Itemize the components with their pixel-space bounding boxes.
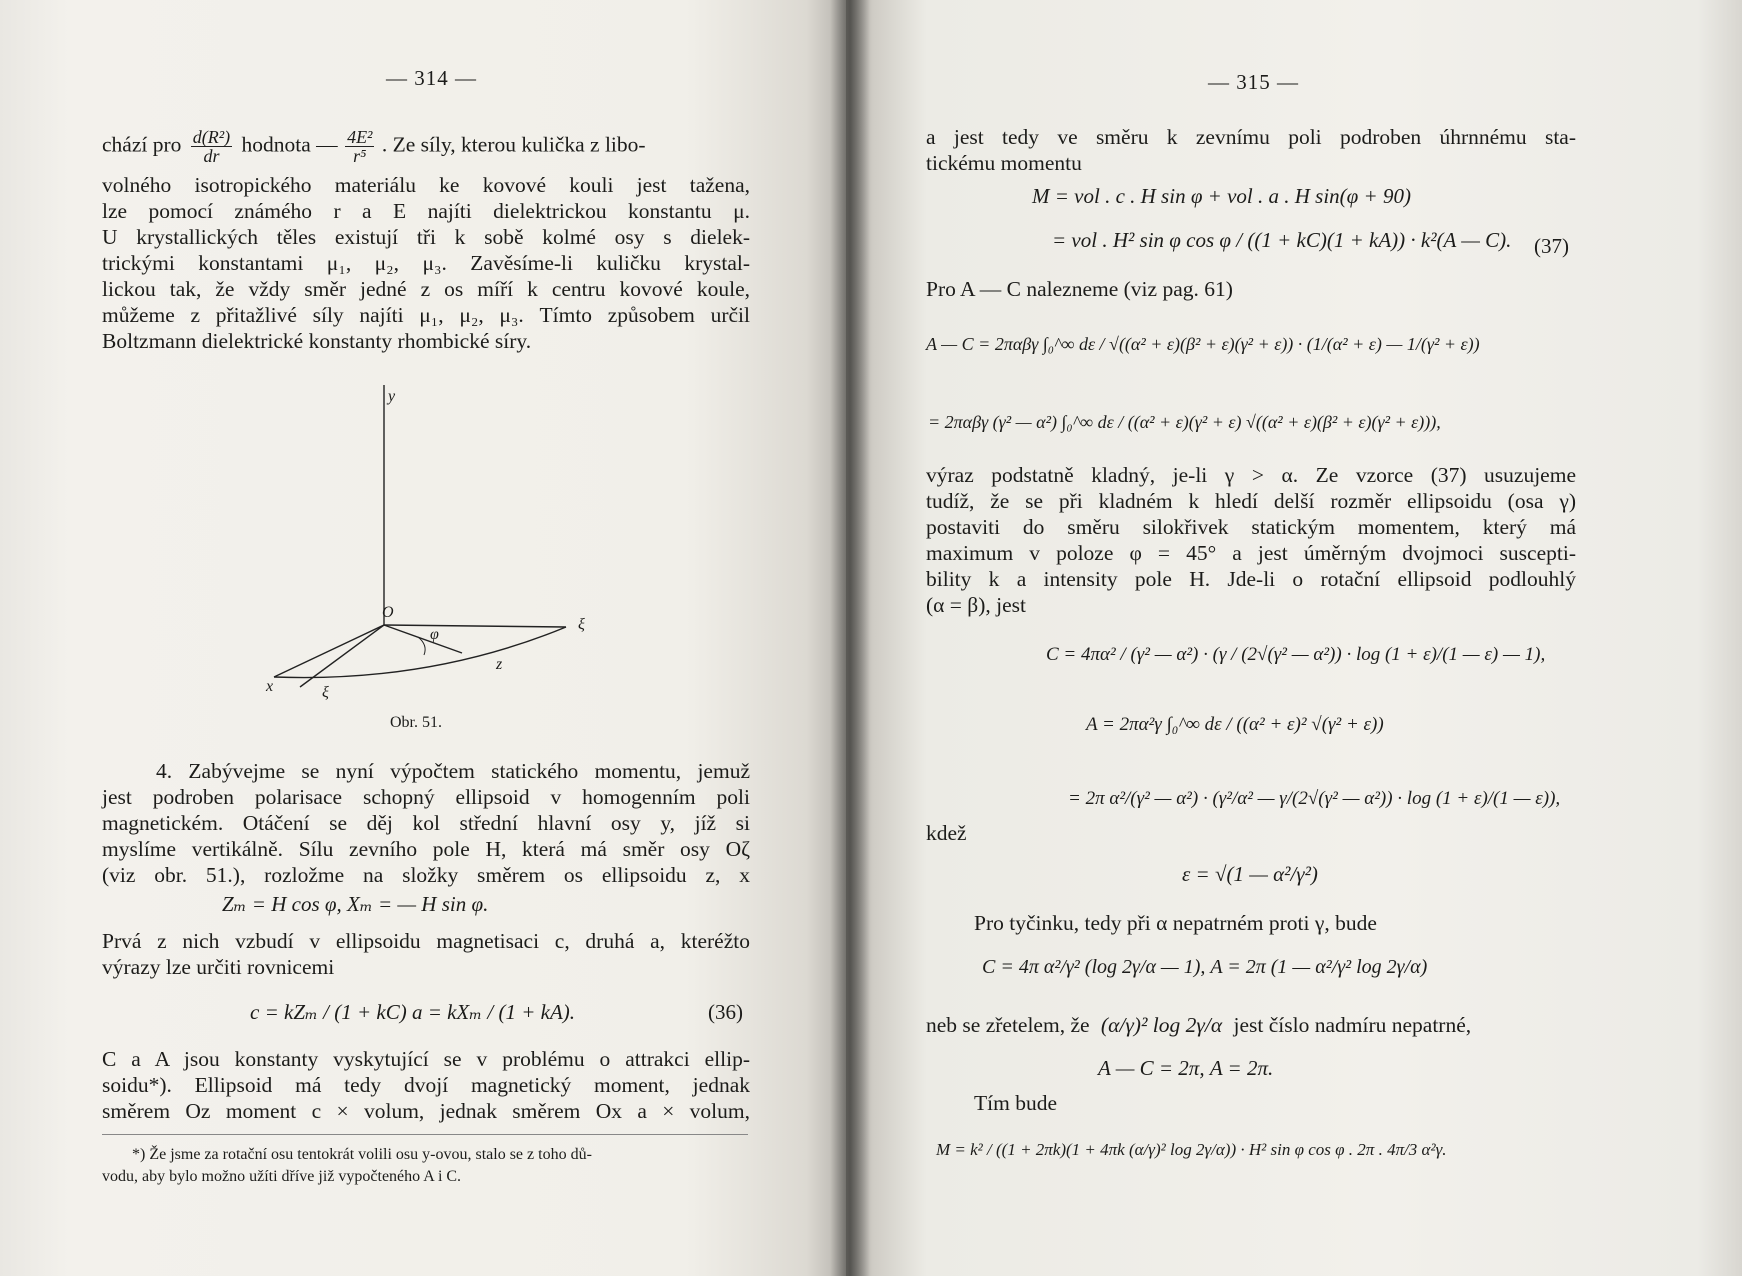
text-run: neb se zřetelem, že bbox=[926, 1013, 1090, 1037]
equation-components: Zₘ = H cos φ, Xₘ = — H sin φ. bbox=[222, 892, 489, 916]
page-number: — 315 — bbox=[1208, 70, 1299, 94]
equation-epsilon: ε = √(1 — α²/γ²) bbox=[1182, 862, 1318, 886]
equation-A-expanded: = 2π α²/(γ² — α²) · (γ²/α² — γ/(2√(γ² — α²)) · log (1 + ε)/(1 — ε)), bbox=[1068, 788, 1561, 809]
equation-C: C = 4πα² / (γ² — α²) · (γ / (2√(γ² — α²)) · log (1 + ε)/(1 — ε) — 1), bbox=[1046, 644, 1546, 665]
fig-label-z: z bbox=[496, 656, 503, 673]
fig-label-phi: φ bbox=[430, 626, 439, 643]
equation-36: c = kZₘ / (1 + kC) a = kXₘ / (1 + kA). bbox=[250, 1000, 576, 1024]
book-gutter bbox=[830, 0, 870, 1276]
right-page bbox=[846, 0, 1742, 1276]
paragraph-line: výrazy lze určiti rovnicemi bbox=[102, 955, 335, 979]
paragraph-line: U krystallických těles existují tři k sobě kolmé osy s dielek- bbox=[102, 225, 750, 249]
fig-label-x: x bbox=[266, 678, 274, 695]
paragraph-line: Tím bude bbox=[974, 1091, 1057, 1115]
equation-final-M: M = k² / ((1 + 2πk)(1 + 4πk (α/γ)² log 2γ/α)) · H² sin φ cos φ . 2π . 4π/3 α²γ. bbox=[936, 1140, 1447, 1159]
paragraph-line: Pro A — C nalezneme (viz pag. 61) bbox=[926, 277, 1233, 301]
fig-label-o: O bbox=[382, 604, 394, 621]
fig-label-xi-right: ξ bbox=[578, 616, 585, 633]
paragraph-line: Prvá z nich vzbudí v ellipsoidu magnetisaci c, druhá a, kteréžto bbox=[102, 929, 750, 953]
paragraph-line: volného isotropického materiálu ke kovové kouli jest tažena, bbox=[102, 173, 750, 197]
paragraph-line: výraz podstatně kladný, je-li γ > α. Ze vzorce (37) usuzujeme bbox=[926, 463, 1576, 487]
equation-number: (37) bbox=[1534, 234, 1569, 258]
paragraph-line: (viz obr. 51.), rozložme na složky směrem os ellipsoidu z, x bbox=[102, 863, 750, 887]
paragraph-line: trickými konstantami μ₁, μ₂, μ₃. Zavěsíme-li kuličku krystal- bbox=[102, 251, 750, 275]
paragraph-line: (α = β), jest bbox=[926, 593, 1027, 617]
paragraph-line: tudíž, že se při kladném k hledí delší rozměr ellipsoidu (osa γ) bbox=[926, 489, 1576, 513]
equation-M: M = vol . c . H sin φ + vol . a . H sin(φ + 90) bbox=[1032, 184, 1411, 208]
left-page bbox=[0, 0, 858, 1276]
paragraph-line: magnetickém. Otáčení se děj kol střední hlavní osy y, jíž si bbox=[102, 811, 750, 835]
equation-A: A = 2πα²γ ∫₀^∞ dε / ((α² + ε)² √(γ² + ε)) bbox=[1086, 714, 1384, 735]
text-run: jest číslo nadmíru nepatrné, bbox=[1233, 1013, 1472, 1037]
paragraph-line: můžeme z přitažlivé síly najíti μ₁, μ₂, μ₃. Tímto způsobem určil bbox=[102, 303, 750, 327]
equation-final-AC: A — C = 2π, A = 2π. bbox=[1098, 1056, 1274, 1080]
paragraph-line: 4. Zabývejme se nyní výpočtem statického momentu, jemuž bbox=[156, 759, 750, 783]
equation-A-minus-C-expanded: = 2παβγ (γ² — α²) ∫₀^∞ dε / ((α² + ε)(γ² + ε) √((α² + ε)(β² + ε)(γ² + ε))), bbox=[928, 412, 1441, 432]
inline-formula: (α/γ)² log 2γ/α bbox=[1100, 1013, 1223, 1037]
fig-label-y: y bbox=[388, 388, 396, 405]
paragraph-line: bility k a intensity pole H. Jde-li o rotační ellipsoid podlouhlý bbox=[926, 567, 1576, 591]
paragraph-line: směrem Oz moment c × volum, jednak směrem Ox a × volum, bbox=[102, 1099, 750, 1123]
page-number: — 314 — bbox=[386, 66, 477, 90]
equation-number: (36) bbox=[708, 1000, 743, 1024]
footnote-line: *) Že jsme za rotační osu tentokrát volili osu y-ovou, stalo se z toho dů- bbox=[132, 1146, 592, 1163]
paragraph-line: Pro tyčinku, tedy při α nepatrném proti γ, bude bbox=[974, 911, 1377, 935]
fraction-4E2-r5: $\frac{\text{4E²}}{\text{r⁵}}$ bbox=[347, 127, 373, 166]
paragraph-line: maximum v poloze φ = 45° a jest úměrným dvojmoci suscepti- bbox=[926, 541, 1576, 565]
paragraph-line bbox=[926, 1012, 1471, 1038]
fraction-dR-dr: $\frac{\text{d(R²)}}{dr}$ bbox=[192, 127, 231, 166]
paragraph-line: kdež bbox=[926, 821, 967, 845]
paragraph-line: tickému momentu bbox=[926, 151, 1082, 175]
footnote-rule bbox=[102, 1134, 748, 1135]
footnote-line: vodu, aby bylo možno užíti dříve již vypočteného A i C. bbox=[102, 1168, 462, 1185]
paragraph-line: C a A jsou konstanty vyskytující se v problému o attrakci ellip- bbox=[102, 1047, 750, 1071]
figure-51 bbox=[250, 385, 610, 715]
equation-A-minus-C: A — C = 2παβγ ∫₀^∞ dε / √((α² + ε)(β² + ε)(γ² + ε)) · (1/(α² + ε) — 1/(γ² + ε)) bbox=[926, 334, 1480, 354]
paragraph-line: postaviti do směru silokřivek statickým momentem, který má bbox=[926, 515, 1576, 539]
paragraph-line: myslíme vertikálně. Sílu zevního pole H, která má směr osy Oζ bbox=[102, 837, 750, 861]
figure-caption: Obr. 51. bbox=[390, 714, 442, 731]
fig-label-xi-bottom: ξ bbox=[322, 684, 329, 701]
paragraph-line: Boltzmann dielektrické konstanty rhombické síry. bbox=[102, 329, 532, 353]
paragraph-line: lickou tak, že vždy směr jedné z os míří k centru kovové koule, bbox=[102, 277, 750, 301]
paragraph-line: jest podroben polarisace schopný ellipsoid v homogenním poli bbox=[102, 785, 750, 809]
paragraph-line: a jest tedy ve směru k zevnímu poli podroben úhrnnému sta- bbox=[926, 125, 1576, 149]
paragraph-line: soidu*). Ellipsoid má tedy dvojí magnetický moment, jednak bbox=[102, 1073, 750, 1097]
text-run: chází pro bbox=[102, 132, 182, 157]
paragraph-line: lze pomocí známého r a E najíti dielektrickou konstantu μ. bbox=[102, 199, 750, 223]
equation-rod: C = 4π α²/γ² (log 2γ/α — 1), A = 2π (1 — α²/γ² log 2γ/α) bbox=[982, 956, 1428, 978]
paragraph-line: chází pro $\frac{\text{d(R²)}}{dr}$ hodnota — $\frac{\text{4E²}}{\text{r⁵}}$ . Ze síly, kterou kulička z libo- bbox=[102, 127, 646, 166]
equation-M-expanded: = vol . H² sin φ cos φ / ((1 + kC)(1 + kA)) · k²(A — C). bbox=[1052, 228, 1512, 252]
